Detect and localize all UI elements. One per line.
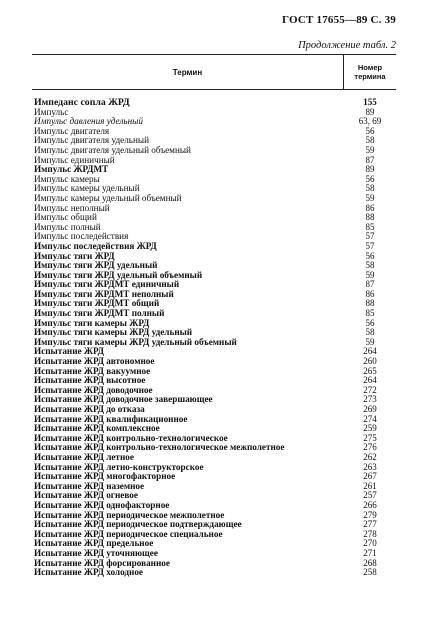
term-number-cell: 88 xyxy=(365,298,375,309)
table-row xyxy=(32,252,396,262)
term-cell: Испытание ЖРД холодное xyxy=(34,568,144,578)
term-number-cell: 279 xyxy=(363,509,377,520)
table-row xyxy=(32,309,396,319)
term-number-cell: 259 xyxy=(363,423,377,434)
term-cell: Импульс двигателя удельный объемный xyxy=(34,145,191,155)
term-cell: Испытание ЖРД автономное xyxy=(34,357,155,367)
table-row xyxy=(32,261,396,271)
term-cell: Испытание ЖРД комплексное xyxy=(34,424,160,434)
term-number-cell: 86 xyxy=(365,202,375,213)
table-row xyxy=(32,501,396,511)
term-cell: Импульс ЖРДМТ xyxy=(34,165,109,175)
page-header: ГОСТ 17655—89 С. 39 xyxy=(282,14,396,26)
term-number-cell: 264 xyxy=(363,375,377,386)
table-row xyxy=(32,184,396,194)
table-row xyxy=(32,108,396,118)
term-number-cell: 267 xyxy=(363,471,377,482)
term-cell: Импульс последействия ЖРД xyxy=(34,241,157,251)
term-number-cell: 59 xyxy=(365,336,375,347)
term-cell: Импульс единичный xyxy=(34,155,115,165)
table-row xyxy=(32,453,396,463)
term-number-cell: 89 xyxy=(365,164,375,175)
term-cell: Импульс полный xyxy=(34,222,101,232)
table-row xyxy=(32,338,396,348)
term-cell: Импульс камеры удельный xyxy=(34,184,140,194)
term-number-cell: 268 xyxy=(363,557,377,568)
term-number-cell: 59 xyxy=(365,192,375,203)
table-row xyxy=(32,156,396,166)
table-row xyxy=(32,491,396,501)
table-body xyxy=(32,98,396,578)
term-cell: Испытание ЖРД вакуумное xyxy=(34,366,151,376)
term-number-cell: 276 xyxy=(363,442,377,453)
term-cell: Испытание ЖРД xyxy=(34,347,104,357)
table-row xyxy=(32,194,396,204)
term-cell: Испытание ЖРД форсированное xyxy=(34,558,170,568)
table-row xyxy=(32,376,396,386)
term-number-cell: 273 xyxy=(363,394,377,405)
table-row xyxy=(32,357,396,367)
term-cell: Импульс тяги камеры ЖРД xyxy=(34,318,150,328)
term-number-cell: 58 xyxy=(365,260,375,271)
table-row xyxy=(32,530,396,540)
term-cell: Импульс камеры удельный объемный xyxy=(34,193,182,203)
term-cell: Импульс xyxy=(34,107,69,117)
term-cell: Импульс тяги камеры ЖРД удельный xyxy=(34,328,193,338)
term-cell: Испытание ЖРД до отказа xyxy=(34,405,145,414)
term-cell: Импульс общий xyxy=(34,213,97,223)
term-number-cell: 88 xyxy=(365,212,375,223)
term-number-cell: 272 xyxy=(363,384,377,395)
term-cell: Испытание ЖРД периодическое специальное xyxy=(34,529,223,539)
term-number-cell: 58 xyxy=(365,135,375,146)
term-cell: Испытание ЖРД многофакторное xyxy=(34,472,176,482)
term-number-cell: 275 xyxy=(363,432,377,443)
table-row xyxy=(32,271,396,281)
table-row xyxy=(32,482,396,492)
term-number-cell: 57 xyxy=(365,231,375,242)
term-number-cell: 56 xyxy=(365,125,375,136)
term-number-cell: 59 xyxy=(365,144,375,155)
term-cell: Импульс тяги ЖРДМТ единичный xyxy=(34,280,180,290)
term-cell: Испытание ЖРД огневое xyxy=(34,491,138,501)
table-row xyxy=(32,386,396,396)
term-number-cell: 155 xyxy=(363,97,377,107)
table-row xyxy=(32,290,396,300)
column-header-number: Номер термина xyxy=(343,55,396,89)
table-row xyxy=(32,165,396,175)
table-row xyxy=(32,549,396,559)
table-row xyxy=(32,204,396,214)
term-cell: Испытание ЖРД доводочное xyxy=(34,385,153,395)
term-number-cell: 58 xyxy=(365,327,375,338)
table-row xyxy=(32,395,396,405)
term-cell: Испытание ЖРД летно-конструкторское xyxy=(34,462,204,472)
terms-table xyxy=(32,54,396,578)
term-number-cell: 89 xyxy=(365,106,375,117)
term-cell: Испытание ЖРД предельное xyxy=(34,539,154,549)
term-cell: Испытание ЖРД периодическое подтверждающее xyxy=(34,520,242,530)
table-row xyxy=(32,98,396,108)
term-number-cell: 269 xyxy=(363,404,377,414)
term-number-cell: 258 xyxy=(363,567,377,578)
table-row xyxy=(32,539,396,549)
term-number-cell: 270 xyxy=(363,538,377,549)
term-number-cell: 263 xyxy=(363,461,377,472)
term-cell: Импульс камеры xyxy=(34,174,100,184)
table-row xyxy=(32,136,396,146)
term-number-cell: 86 xyxy=(365,288,375,299)
term-cell: Испытание ЖРД доводочное завершающее xyxy=(34,395,213,405)
table-row xyxy=(32,347,396,357)
term-cell: Импульс двигателя xyxy=(34,126,110,136)
term-cell: Импульс последействия xyxy=(34,232,129,242)
term-cell: Импульс тяги ЖРД удельный объемный xyxy=(34,270,203,280)
table-row xyxy=(32,367,396,377)
term-number-cell: 265 xyxy=(363,365,377,376)
term-cell: Испытание ЖРД уточняющее xyxy=(34,548,158,558)
term-number-cell: 264 xyxy=(363,346,377,357)
term-number-cell: 85 xyxy=(365,221,375,232)
table-row xyxy=(32,424,396,434)
term-number-cell: 57 xyxy=(365,240,375,251)
table-row xyxy=(32,213,396,223)
table-row xyxy=(32,568,396,578)
term-cell: Импульс тяги ЖРДМТ неполный xyxy=(34,289,174,299)
term-cell: Импульс тяги ЖРД xyxy=(34,251,115,261)
table-row xyxy=(32,559,396,569)
table-row xyxy=(32,415,396,425)
term-number-cell: 271 xyxy=(363,547,377,558)
table-row xyxy=(32,232,396,242)
term-number-cell: 87 xyxy=(365,154,375,165)
term-cell: Импульс тяги ЖРДМТ общий xyxy=(34,299,160,309)
term-number-cell: 58 xyxy=(365,183,375,194)
term-number-cell: 87 xyxy=(365,279,375,290)
term-number-cell: 266 xyxy=(363,499,377,510)
term-cell: Испытание ЖРД однофакторное xyxy=(34,500,170,510)
term-cell: Импульс давления удельный xyxy=(34,117,143,127)
table-row xyxy=(32,463,396,473)
term-number-cell: 56 xyxy=(365,250,375,261)
term-cell: Импульс тяги ЖРДМТ полный xyxy=(34,309,165,319)
table-row xyxy=(32,319,396,329)
term-number-cell: 63, 69 xyxy=(358,116,382,127)
term-number-cell: 277 xyxy=(363,519,377,530)
table-row xyxy=(32,328,396,338)
table-row xyxy=(32,223,396,233)
term-number-cell: 262 xyxy=(363,451,377,462)
table-row xyxy=(32,175,396,185)
term-number-cell: 260 xyxy=(363,356,377,367)
term-cell: Испытание ЖРД периодическое межполетное xyxy=(34,510,225,520)
term-number-cell: 257 xyxy=(363,490,377,501)
term-number-cell: 278 xyxy=(363,528,377,539)
term-cell: Импульс неполный xyxy=(34,203,110,213)
table-row xyxy=(32,472,396,482)
table-row xyxy=(32,127,396,137)
column-header-term: Термин xyxy=(172,67,203,77)
table-row xyxy=(32,434,396,444)
term-number-cell: 261 xyxy=(363,480,377,491)
term-cell: Испытание ЖРД высотное xyxy=(34,376,146,386)
table-row xyxy=(32,520,396,530)
term-cell: Испытание ЖРД контрольно-технологическое xyxy=(34,433,228,443)
term-number-cell: 274 xyxy=(363,413,377,424)
term-number-cell: 56 xyxy=(365,173,375,184)
table-continuation-label: Продолжение табл. 2 xyxy=(298,40,396,51)
table-row xyxy=(32,443,396,453)
table-header xyxy=(32,54,396,90)
term-cell: Импеданс сопла ЖРД xyxy=(34,98,130,108)
term-cell: Импульс тяги камеры ЖРД удельный объемный xyxy=(34,337,237,347)
term-cell: Импульс двигателя удельный xyxy=(34,136,149,146)
term-cell: Импульс тяги ЖРД удельный xyxy=(34,261,158,271)
term-cell: Испытание ЖРД наземное xyxy=(34,481,145,491)
table-row xyxy=(32,280,396,290)
table-row xyxy=(32,405,396,415)
term-cell: Испытание ЖРД летное xyxy=(34,452,134,462)
term-number-cell: 85 xyxy=(365,308,375,319)
table-row xyxy=(32,117,396,127)
term-cell: Испытание ЖРД квалификационное xyxy=(34,414,188,424)
term-cell: Испытание ЖРД контрольно-технологическое межполетное xyxy=(34,443,285,453)
table-row xyxy=(32,242,396,252)
table-row xyxy=(32,299,396,309)
table-row xyxy=(32,511,396,521)
term-number-cell: 59 xyxy=(365,269,375,280)
table-row xyxy=(32,146,396,156)
term-number-cell: 56 xyxy=(365,317,375,328)
